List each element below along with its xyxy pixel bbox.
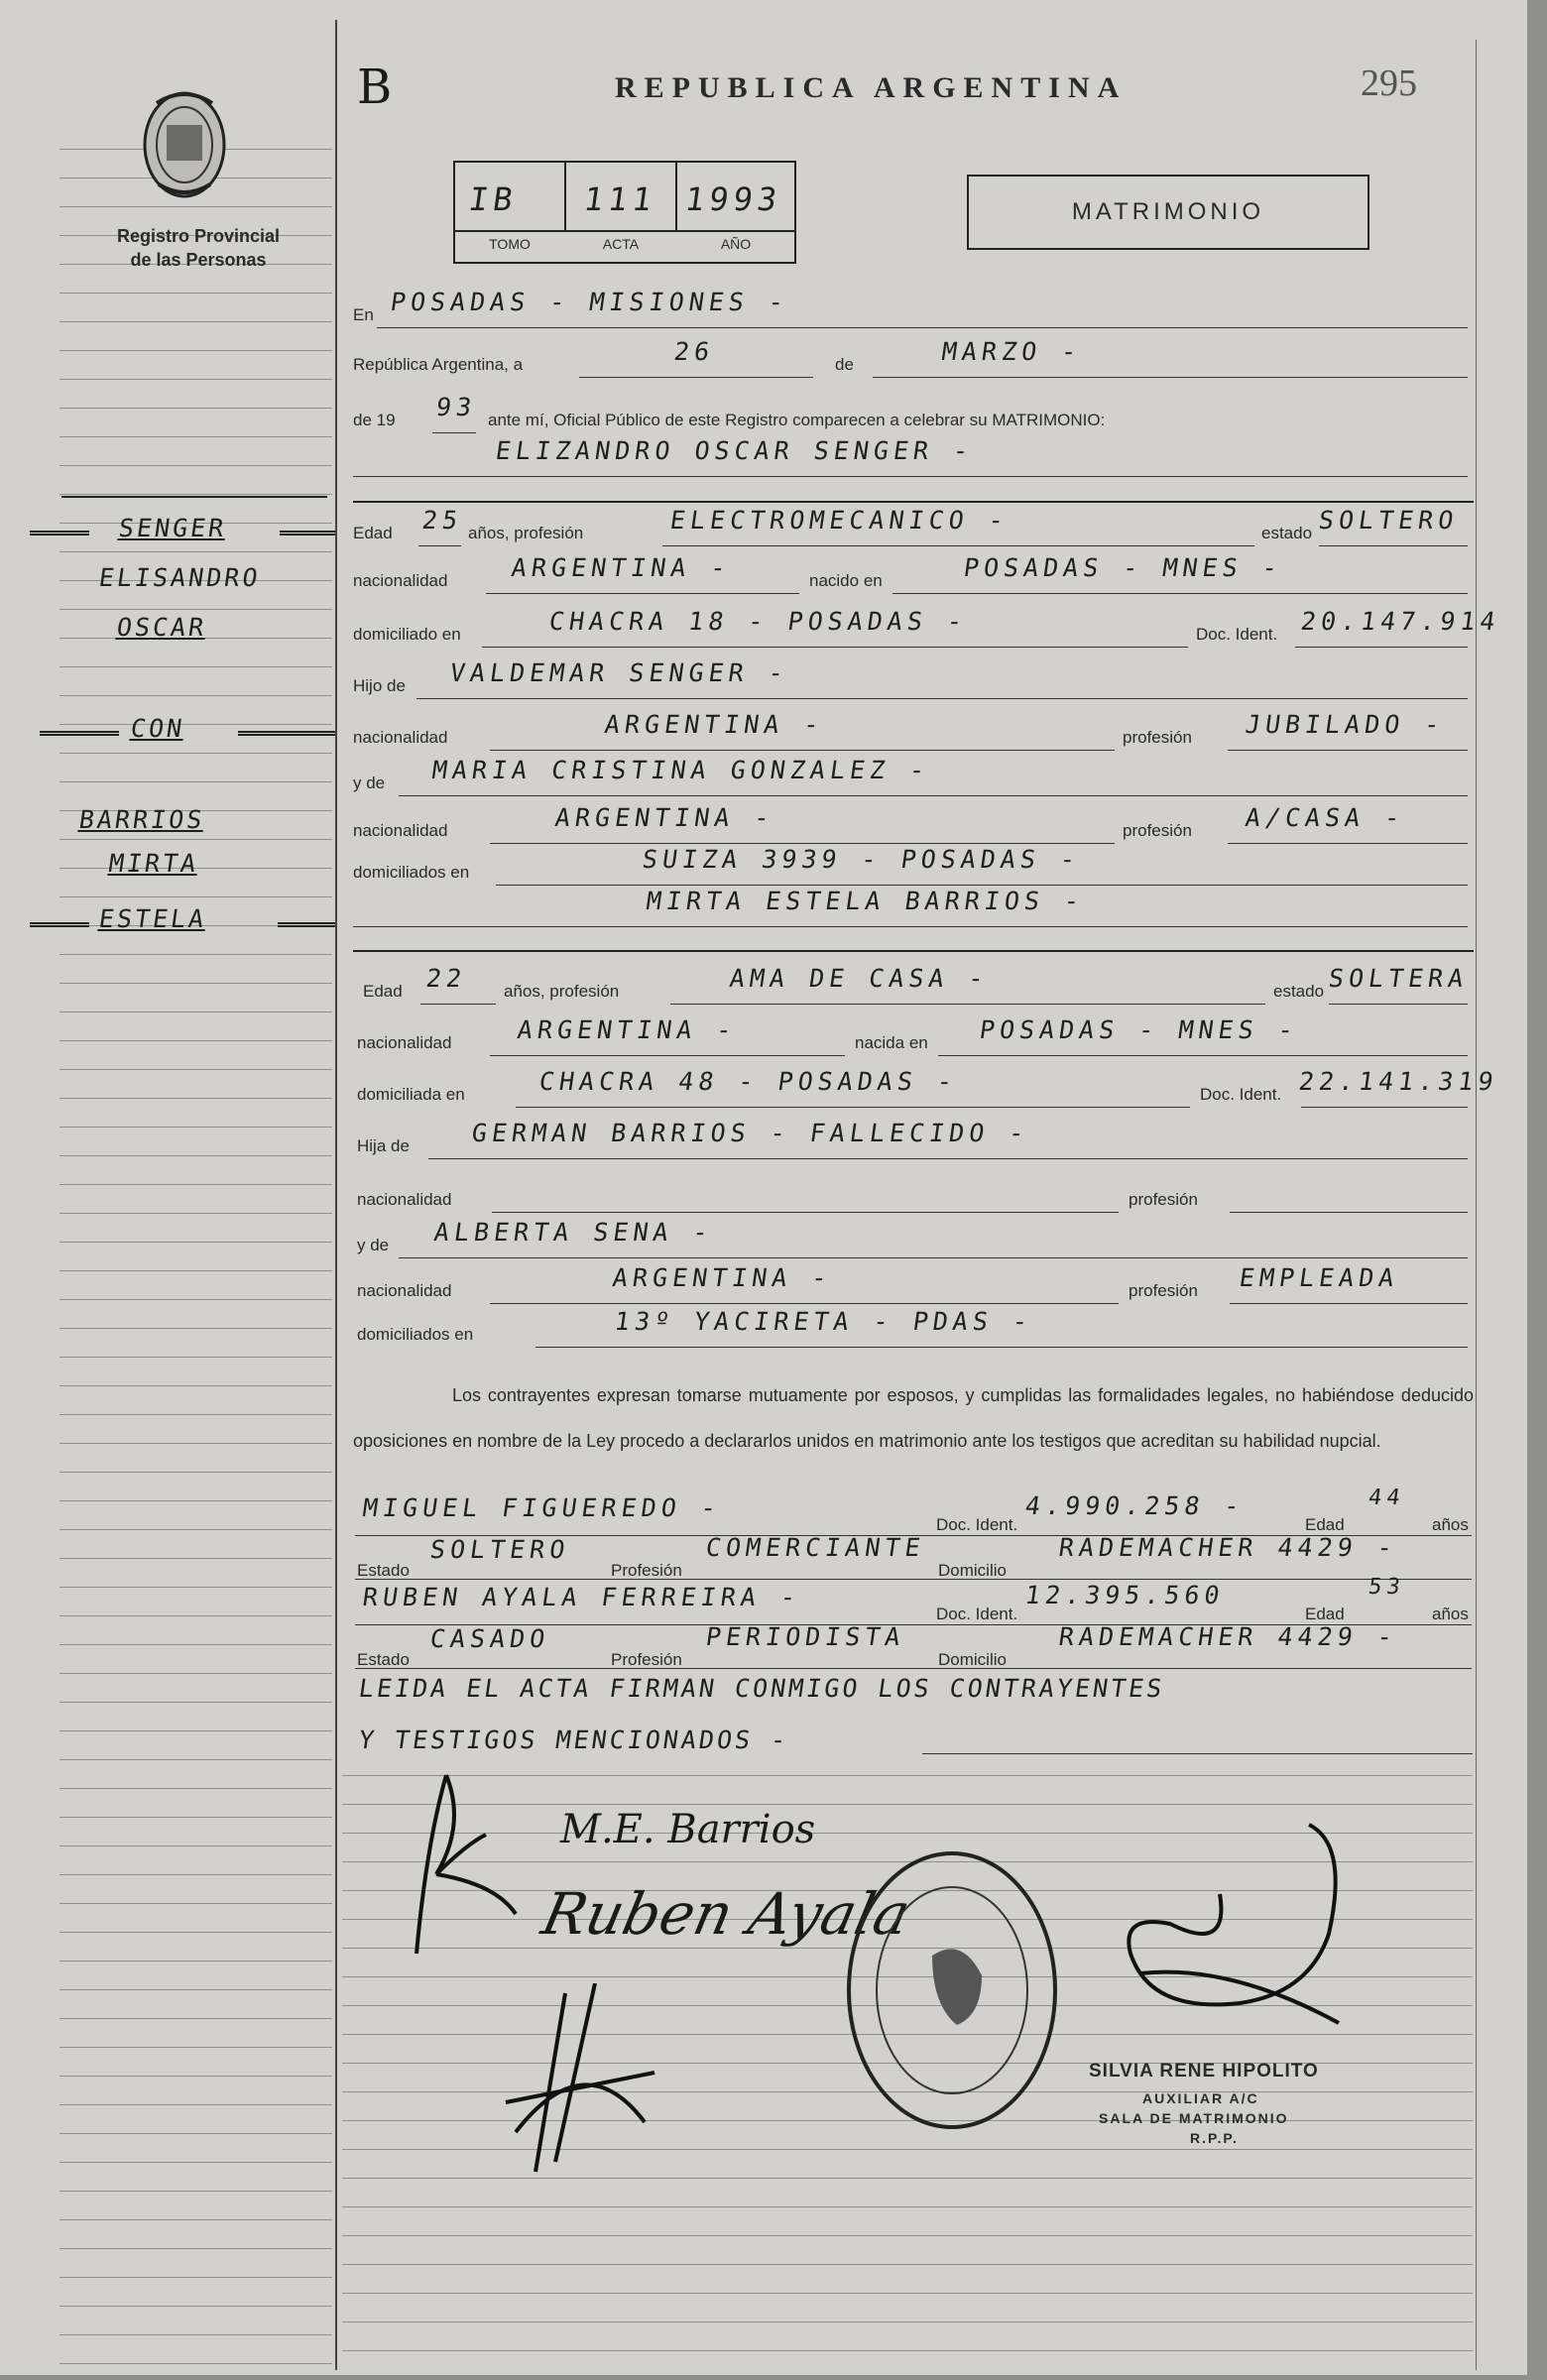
witness-name: RUBEN AYALA FERREIRA - — [360, 1583, 803, 1611]
closing-line-2: Y TESTIGOS MENCIONADOS - — [356, 1726, 791, 1754]
official-abbrev: R.P.P. — [1190, 2130, 1239, 2146]
margin-groom-surname: SENGER — [116, 514, 229, 542]
ruled-line — [60, 2219, 332, 2220]
ruled-line — [60, 1242, 332, 1243]
country-title: REPUBLICA ARGENTINA — [615, 71, 1128, 104]
fill-line — [432, 432, 476, 433]
groom-hijo-label: Hijo de — [353, 676, 406, 695]
ruled-line — [60, 1644, 332, 1645]
ruled-line — [60, 1529, 332, 1530]
fill-line — [670, 1004, 1265, 1005]
fill-line — [377, 327, 1468, 328]
ruled-line — [60, 1500, 332, 1501]
bride-hija-label: Hija de — [357, 1136, 410, 1155]
bride-edad-label: Edad — [363, 982, 403, 1001]
ruled-line — [60, 1903, 332, 1904]
fill-line — [1319, 545, 1468, 546]
ruled-line — [60, 2076, 332, 2077]
ruled-line — [60, 1961, 332, 1962]
ruled-line — [60, 2248, 332, 2249]
ruled-line — [60, 1788, 332, 1789]
legal-paragraph: Los contrayentes expresan tomarse mutuamente por esposos, y cumplidas las formalidades legales, no habiéndose deducido oposiciones en nombre de la Ley procedo a declararlos unidos en matrimonio ante los testigos que acreditan su habilidad nupcial. — [353, 1385, 1474, 1451]
fill-line — [892, 593, 1468, 594]
groom-padre-nac-label: nacionalidad — [353, 728, 448, 747]
groom-madre-nac-label: nacionalidad — [353, 821, 448, 840]
fill-line — [579, 377, 813, 378]
ruled-line — [60, 321, 332, 322]
witness-edad: 44 — [1367, 1486, 1407, 1510]
ruled-line — [60, 551, 332, 552]
ruled-line — [60, 1328, 332, 1329]
fill-line — [420, 1004, 496, 1005]
bride-nac: ARGENTINA - — [515, 1015, 739, 1044]
ruled-line — [60, 206, 332, 207]
ruled-line — [60, 1472, 332, 1473]
bride-dom: CHACRA 48 - POSADAS - — [536, 1067, 960, 1096]
bride-madre-nac: ARGENTINA - — [610, 1263, 834, 1292]
ruled-line — [60, 293, 332, 294]
ruled-line — [60, 1270, 332, 1271]
day-value: 26 — [671, 337, 717, 366]
ruled-line — [60, 839, 332, 840]
ruled-line — [60, 1098, 332, 1099]
fill-line — [662, 545, 1254, 546]
ruled-line — [342, 2206, 1473, 2207]
ruled-line — [60, 1155, 332, 1156]
witness-estado: CASADO — [427, 1624, 552, 1653]
margin-line-left — [335, 20, 337, 2370]
witness-anos-label: años — [1432, 1605, 1469, 1623]
ruled-line — [342, 2321, 1473, 2322]
bride-profesion: AMA DE CASA - — [727, 964, 991, 993]
fill-line — [490, 843, 1115, 844]
groom-full-name: ELIZANDRO OSCAR SENGER - — [493, 436, 976, 465]
ruled-line — [342, 2293, 1473, 2294]
ruled-line — [60, 1845, 332, 1846]
bride-edad: 22 — [423, 964, 469, 993]
bride-anos-label: años, profesión — [504, 982, 620, 1001]
fill-line — [1228, 750, 1468, 751]
ruled-line — [60, 781, 332, 782]
ruled-line — [60, 1673, 332, 1674]
ruled-line — [60, 753, 332, 754]
witness-prof: COMERCIANTE — [703, 1533, 927, 1562]
bride-doc: 22.141.319 — [1296, 1067, 1500, 1096]
groom-doc-label: Doc. Ident. — [1196, 625, 1278, 644]
ruled-line — [60, 2363, 332, 2364]
fill-line — [355, 1624, 1472, 1625]
fill-line — [353, 926, 1468, 927]
groom-estado: SOLTERO — [1316, 506, 1461, 535]
witness-doc: 4.990.258 - — [1022, 1491, 1247, 1520]
bride-padre-nac-label: nacionalidad — [357, 1190, 452, 1209]
witness-dom: RADEMACHER 4429 - — [1056, 1533, 1399, 1562]
tomo-label: TOMO — [489, 236, 531, 252]
fill-line — [490, 1303, 1119, 1304]
ruled-line — [60, 1443, 332, 1444]
witness-edad-label: Edad — [1305, 1605, 1345, 1623]
ruled-line — [60, 2018, 332, 2019]
witness-prof-label: Profesión — [611, 1650, 682, 1669]
page-number: 295 — [1361, 62, 1417, 104]
tomo-value: IB — [466, 180, 521, 218]
fill-line — [490, 750, 1115, 751]
ruled-line — [60, 1874, 332, 1875]
ruled-line — [60, 350, 332, 351]
witness-dom-label: Domicilio — [938, 1561, 1007, 1580]
fill-line — [1329, 1004, 1468, 1005]
closing-line-1: LEIDA EL ACTA FIRMAN CONMIGO LOS CONTRAYENTES — [356, 1674, 1167, 1703]
ruled-line — [60, 2162, 332, 2163]
ruled-line — [60, 1989, 332, 1990]
place-value: POSADAS - MISIONES - — [388, 288, 791, 316]
ruled-line — [60, 1385, 332, 1386]
ruled-line — [60, 494, 332, 495]
groom-dom: CHACRA 18 - POSADAS - — [546, 607, 970, 636]
margin-line-right — [1476, 40, 1477, 2370]
bride-yde-label: y de — [357, 1236, 390, 1254]
fill-line — [355, 1579, 1472, 1580]
bride-padres-dom: 13º YACIRETA - PDAS - — [612, 1307, 1035, 1336]
ruled-line — [60, 1615, 332, 1616]
ruled-line — [60, 1587, 332, 1588]
bride-estado: SOLTERA — [1326, 964, 1471, 993]
witness-dom: RADEMACHER 4429 - — [1056, 1622, 1399, 1651]
groom-nacido: POSADAS - MNES - — [961, 553, 1284, 582]
ruled-line — [60, 2277, 332, 2278]
bride-nac-label: nacionalidad — [357, 1033, 452, 1052]
fill-line — [355, 1535, 1472, 1536]
signature-official — [1091, 1815, 1388, 2058]
official-office: SALA DE MATRIMONIO — [1099, 2110, 1289, 2126]
ruled-line — [60, 2047, 332, 2048]
ruled-line — [60, 2104, 332, 2105]
margin-bride-given: MIRTA — [106, 849, 201, 878]
bride-padre-prof-label: profesión — [1129, 1190, 1198, 1209]
de-label: de — [835, 355, 854, 374]
signature-bride: M.E. Barrios — [560, 1807, 816, 1852]
ruled-line — [60, 465, 332, 466]
fill-line — [873, 377, 1468, 378]
margin-con: CON — [128, 714, 187, 743]
registry-name: Registro Provincial de las Personas — [116, 226, 281, 270]
fill-line — [938, 1055, 1468, 1056]
bride-dom-label: domiciliada en — [357, 1085, 465, 1104]
groom-anos-label: años, profesión — [468, 524, 584, 542]
bride-nacida-label: nacida en — [855, 1033, 928, 1052]
ruled-line — [60, 954, 332, 955]
fill-line — [496, 885, 1468, 886]
ruled-line — [60, 2191, 332, 2192]
ruled-line — [60, 2133, 332, 2134]
bride-full-name: MIRTA ESTELA BARRIOS - — [644, 887, 1087, 915]
groom-madre-prof-label: profesión — [1123, 821, 1192, 840]
official-stamp — [843, 1846, 1061, 2139]
witness-estado-label: Estado — [357, 1650, 410, 1669]
fill-line — [1228, 843, 1468, 844]
official-title: AUXILIAR A/C — [1142, 2090, 1259, 2106]
groom-padre: VALDEMAR SENGER - — [447, 658, 790, 687]
groom-padre-prof-label: profesión — [1123, 728, 1192, 747]
ruled-line — [60, 1213, 332, 1214]
bride-padre: GERMAN BARRIOS - FALLECIDO - — [469, 1119, 1031, 1147]
witness-estado: SOLTERO — [427, 1535, 572, 1564]
groom-doc: 20.147.914 — [1298, 607, 1502, 636]
ruled-line — [60, 2334, 332, 2335]
fill-line — [1301, 1107, 1468, 1108]
ruled-line — [60, 609, 332, 610]
groom-profesion: ELECTROMECANICO - — [667, 506, 1011, 535]
ruled-line — [60, 724, 332, 725]
document-type-box: MATRIMONIO — [967, 175, 1369, 250]
fill-line — [399, 1257, 1468, 1258]
bride-madre: ALBERTA SENA - — [431, 1218, 715, 1247]
groom-madre-nac: ARGENTINA - — [552, 803, 776, 832]
bride-estado-label: estado — [1273, 982, 1325, 1001]
corner-mark: B — [357, 60, 393, 115]
bride-madre-prof: EMPLEADA — [1237, 1263, 1401, 1292]
fill-line — [492, 1212, 1119, 1213]
fill-line — [486, 593, 799, 594]
groom-dom-label: domiciliado en — [353, 625, 461, 644]
fill-line — [428, 1158, 1468, 1159]
ruled-line — [342, 2235, 1473, 2236]
groom-padres-dom: SUIZA 3939 - POSADAS - — [640, 845, 1083, 874]
section-rule — [353, 950, 1474, 952]
witness-edad: 53 — [1367, 1575, 1407, 1600]
ruled-line — [60, 2306, 332, 2307]
ruled-line — [60, 1040, 332, 1041]
bride-padres-dom-label: domiciliados en — [357, 1325, 474, 1344]
witness-prof-label: Profesión — [611, 1561, 682, 1580]
bride-madre-prof-label: profesión — [1129, 1281, 1198, 1300]
signature-witness-ruben: Ruben Ayala — [536, 1880, 916, 1948]
fill-line — [399, 795, 1468, 796]
witness-anos-label: años — [1432, 1515, 1469, 1534]
ruled-line — [60, 896, 332, 897]
signature-witness-miguel — [496, 1983, 664, 2187]
groom-madre-prof: A/CASA - — [1243, 803, 1407, 832]
de19-label: de 19 — [353, 411, 396, 429]
acta-label: ACTA — [602, 236, 640, 252]
witness-doc-label: Doc. Ident. — [936, 1605, 1018, 1623]
statement: ante mí, Oficial Público de este Registro comparecen a celebrar su MATRIMONIO: — [488, 411, 1106, 429]
fill-line — [516, 1107, 1190, 1108]
republica-label: República Argentina, a — [353, 355, 524, 374]
groom-padre-nac: ARGENTINA - — [602, 710, 826, 739]
ruled-line — [60, 1730, 332, 1731]
registry-seal — [137, 85, 232, 202]
groom-nac-label: nacionalidad — [353, 571, 448, 590]
groom-nac: ARGENTINA - — [509, 553, 733, 582]
fill-line — [490, 1055, 845, 1056]
bride-nacida: POSADAS - MNES - — [977, 1015, 1300, 1044]
witness-name: MIGUEL FIGUEREDO - — [360, 1493, 723, 1522]
ruled-line — [342, 2350, 1473, 2351]
fill-line — [1295, 647, 1468, 648]
groom-padres-dom-label: domiciliados en — [353, 863, 470, 882]
signature-groom — [407, 1765, 526, 1968]
ruled-line — [60, 983, 332, 984]
acta-value: 111 — [581, 180, 659, 218]
fill-line — [418, 545, 461, 546]
groom-edad-label: Edad — [353, 524, 393, 542]
ruled-line — [60, 1932, 332, 1933]
ruled-line — [60, 666, 332, 667]
groom-estado-label: estado — [1261, 524, 1313, 542]
witness-edad-label: Edad — [1305, 1515, 1345, 1534]
groom-padre-prof: JUBILADO - — [1243, 710, 1447, 739]
official-name: SILVIA RENE HIPOLITO — [1089, 2061, 1319, 2082]
ruled-line — [60, 1357, 332, 1358]
groom-yde-label: y de — [353, 774, 386, 792]
ruled-line — [60, 379, 332, 380]
ano-label: AÑO — [720, 236, 752, 252]
witness-prof: PERIODISTA — [703, 1622, 907, 1651]
ruled-line — [60, 695, 332, 696]
ruled-line — [342, 2264, 1473, 2265]
groom-nacido-label: nacido en — [809, 571, 883, 590]
margin-bride-middle: ESTELA — [96, 904, 209, 933]
bride-madre-nac-label: nacionalidad — [357, 1281, 452, 1300]
witness-dom-label: Domicilio — [938, 1650, 1007, 1669]
ano-value: 1993 — [682, 180, 784, 218]
bride-doc-label: Doc. Ident. — [1200, 1085, 1282, 1104]
ruled-line — [60, 1127, 332, 1128]
ruled-line — [60, 1702, 332, 1703]
ruled-line — [60, 1184, 332, 1185]
ruled-line — [60, 1299, 332, 1300]
witness-doc: 12.395.560 — [1022, 1581, 1227, 1609]
fill-line — [536, 1347, 1468, 1348]
witness-doc-label: Doc. Ident. — [936, 1515, 1018, 1534]
margin-bride-surname: BARRIOS — [76, 805, 207, 834]
groom-madre: MARIA CRISTINA GONZALEZ - — [429, 756, 932, 784]
ruled-line — [60, 408, 332, 409]
fill-line — [353, 476, 1468, 477]
fill-line — [482, 647, 1188, 648]
fill-line — [1230, 1303, 1468, 1304]
month-value: MARZO - — [939, 337, 1084, 366]
year-value: 93 — [433, 393, 479, 421]
witness-estado-label: Estado — [357, 1561, 410, 1580]
en-label: En — [353, 305, 374, 324]
fill-line — [355, 1668, 1472, 1669]
ruled-line — [60, 1759, 332, 1760]
ruled-line — [60, 1414, 332, 1415]
record-id-box — [453, 161, 796, 264]
margin-groom-middle: OSCAR — [114, 613, 209, 642]
margin-groom-given: ELISANDRO — [96, 563, 263, 592]
ruled-line — [60, 1817, 332, 1818]
fill-line — [1230, 1212, 1468, 1213]
ruled-line — [60, 1558, 332, 1559]
groom-edad: 25 — [419, 506, 465, 535]
fill-line — [416, 698, 1468, 699]
section-rule — [353, 501, 1474, 503]
ruled-line — [60, 436, 332, 437]
ruled-line — [60, 1069, 332, 1070]
